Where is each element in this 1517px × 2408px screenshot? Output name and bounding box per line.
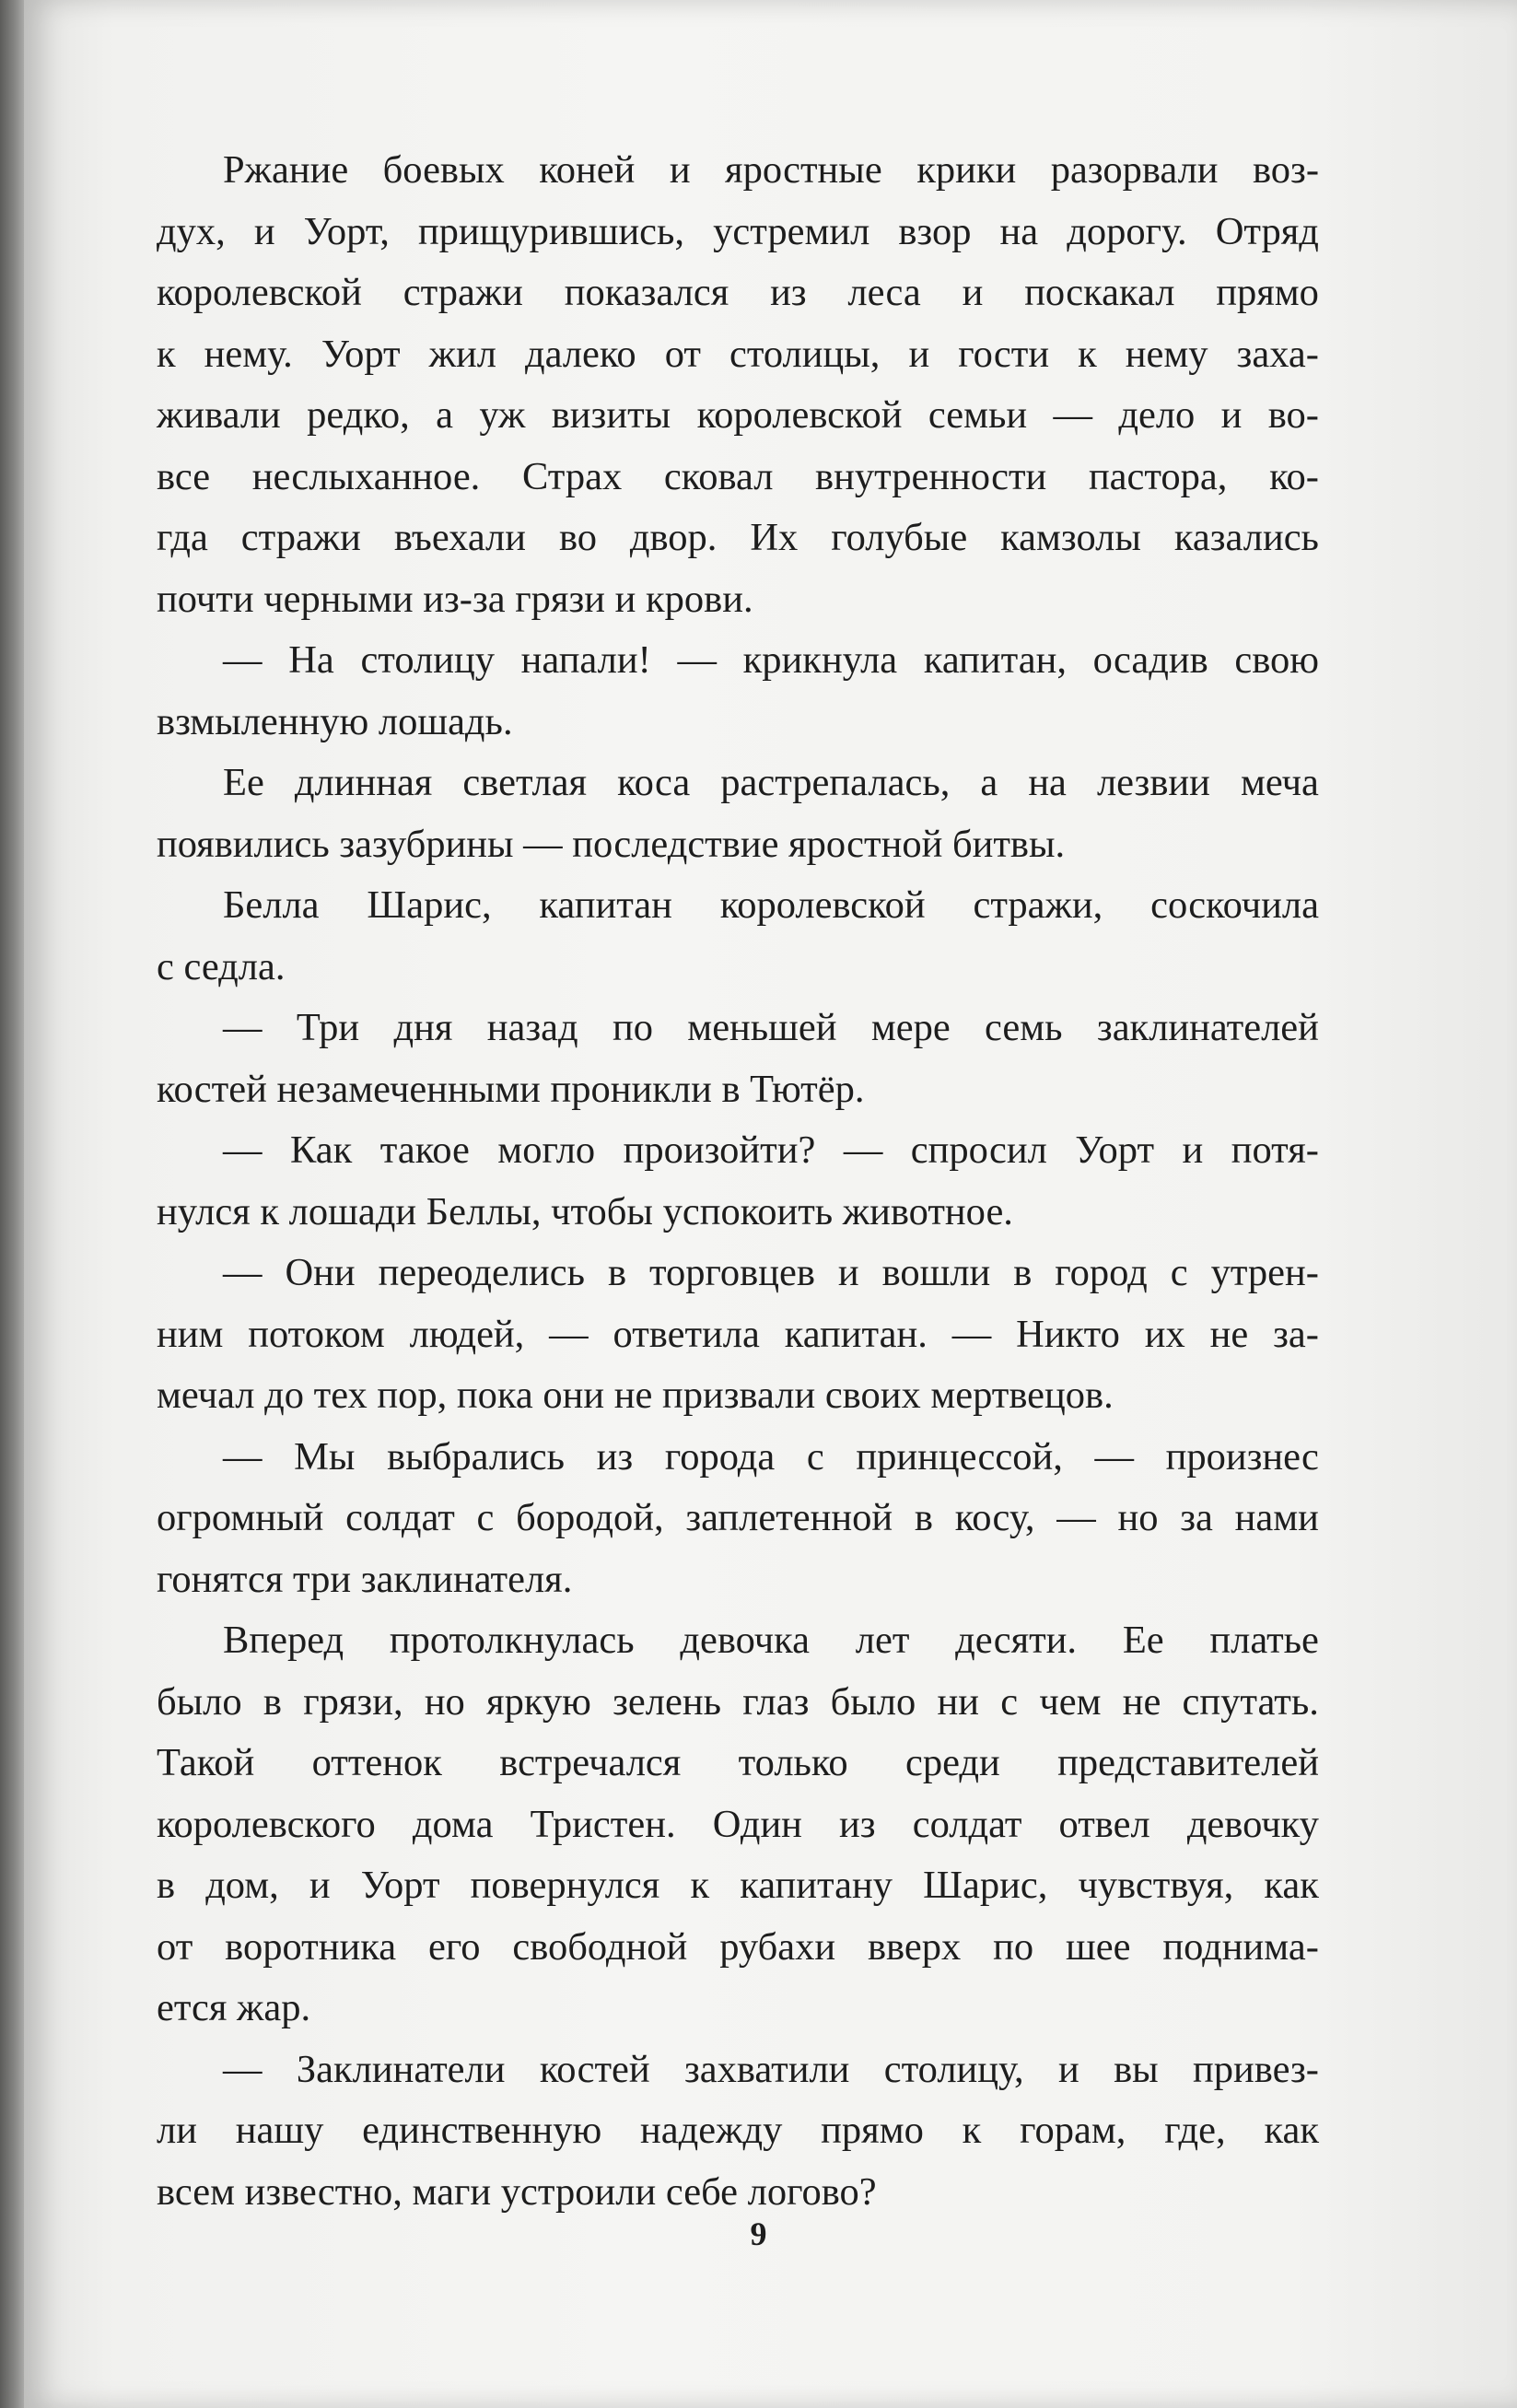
text-line: все неслыханное. Страх сковал внутренности пастора, ко-	[157, 454, 1319, 498]
text-line: — Как такое могло произойти? — спросил Уорт и потя-	[223, 1128, 1319, 1172]
text-line: — На столицу напали! — крикнула капитан, осадив свою	[223, 638, 1319, 682]
text-line: живали редко, а уж визиты королевской семьи — дело и во-	[157, 393, 1319, 437]
page-number: 9	[750, 2215, 767, 2252]
text-line: Ржание боевых коней и яростные крики разорвали воз-	[223, 148, 1319, 192]
text-line: ется жар.	[157, 1986, 311, 2029]
text-line: Белла Шарис, капитан королевской стражи, соскочила	[223, 883, 1319, 927]
text-line: королевской стражи показался из леса и поскакал прямо	[157, 271, 1319, 314]
text-line: гда стражи въехали во двор. Их голубые камзолы казались	[157, 516, 1319, 559]
text-line: Ее длинная светлая коса растрепалась, а на лезвии меча	[223, 761, 1319, 804]
text-line: почти черными из-за грязи и крови.	[157, 577, 753, 621]
text-line: появились зазубрины — последствие яростной битвы.	[157, 822, 1066, 866]
text-line: от воротника его свободной рубахи вверх по шее поднима-	[157, 1924, 1319, 1969]
text-line: с седла.	[157, 944, 286, 988]
text-line: Вперед протолкнулась девочка лет десяти. Ее платье	[223, 1619, 1319, 1662]
text-line: ним потоком людей, — ответила капитан. — Никто их не за-	[157, 1312, 1319, 1356]
text-line: — Заклинатели костей захватили столицу, и вы привез-	[223, 2047, 1319, 2091]
text-line: взмыленную лошадь.	[157, 699, 513, 743]
text-line: мечал до тех пор, пока они не призвали своих мертвецов.	[157, 1373, 1114, 1417]
page-gutter-shadow	[0, 0, 24, 2408]
text-line: — Три дня назад по меньшей мере семь заклинателей	[223, 1006, 1319, 1049]
text-line: всем известно, маги устроили себе логово?	[157, 2169, 877, 2214]
text-line: — Мы выбрались из города с принцессой, — произнес	[223, 1434, 1319, 1479]
text-line: гонятся три заклинателя.	[157, 1557, 573, 1601]
text-line: — Они переоделись в торговцев и вошли в город с утрен-	[223, 1251, 1319, 1294]
text-line: Такой оттенок встречался только среди представителей	[157, 1741, 1319, 1784]
text-line: было в грязи, но яркую зелень глаз было ни с чем не спутать.	[157, 1679, 1319, 1724]
text-line: в дом, и Уорт повернулся к капитану Шарис, чувствуя, как	[157, 1864, 1319, 1907]
body-text	[157, 140, 1319, 2223]
text-line: дух, и Уорт, прищурившись, устремил взор на дорогу. Отряд	[157, 209, 1319, 253]
text-line: королевского дома Тристен. Один из солдат отвел девочку	[157, 1802, 1319, 1846]
text-line: к нему. Уорт жил далеко от столицы, и гости к нему заха-	[157, 332, 1319, 376]
text-line: нулся к лошади Беллы, чтобы успокоить животное.	[157, 1189, 1013, 1233]
text-line: ли нашу единственную надежду прямо к горам, где, как	[157, 2109, 1319, 2152]
text-line: костей незамеченными проникли в Тютёр.	[157, 1067, 865, 1111]
text-line: огромный солдат с бородой, заплетенной в косу, — но за нами	[157, 1496, 1319, 1539]
